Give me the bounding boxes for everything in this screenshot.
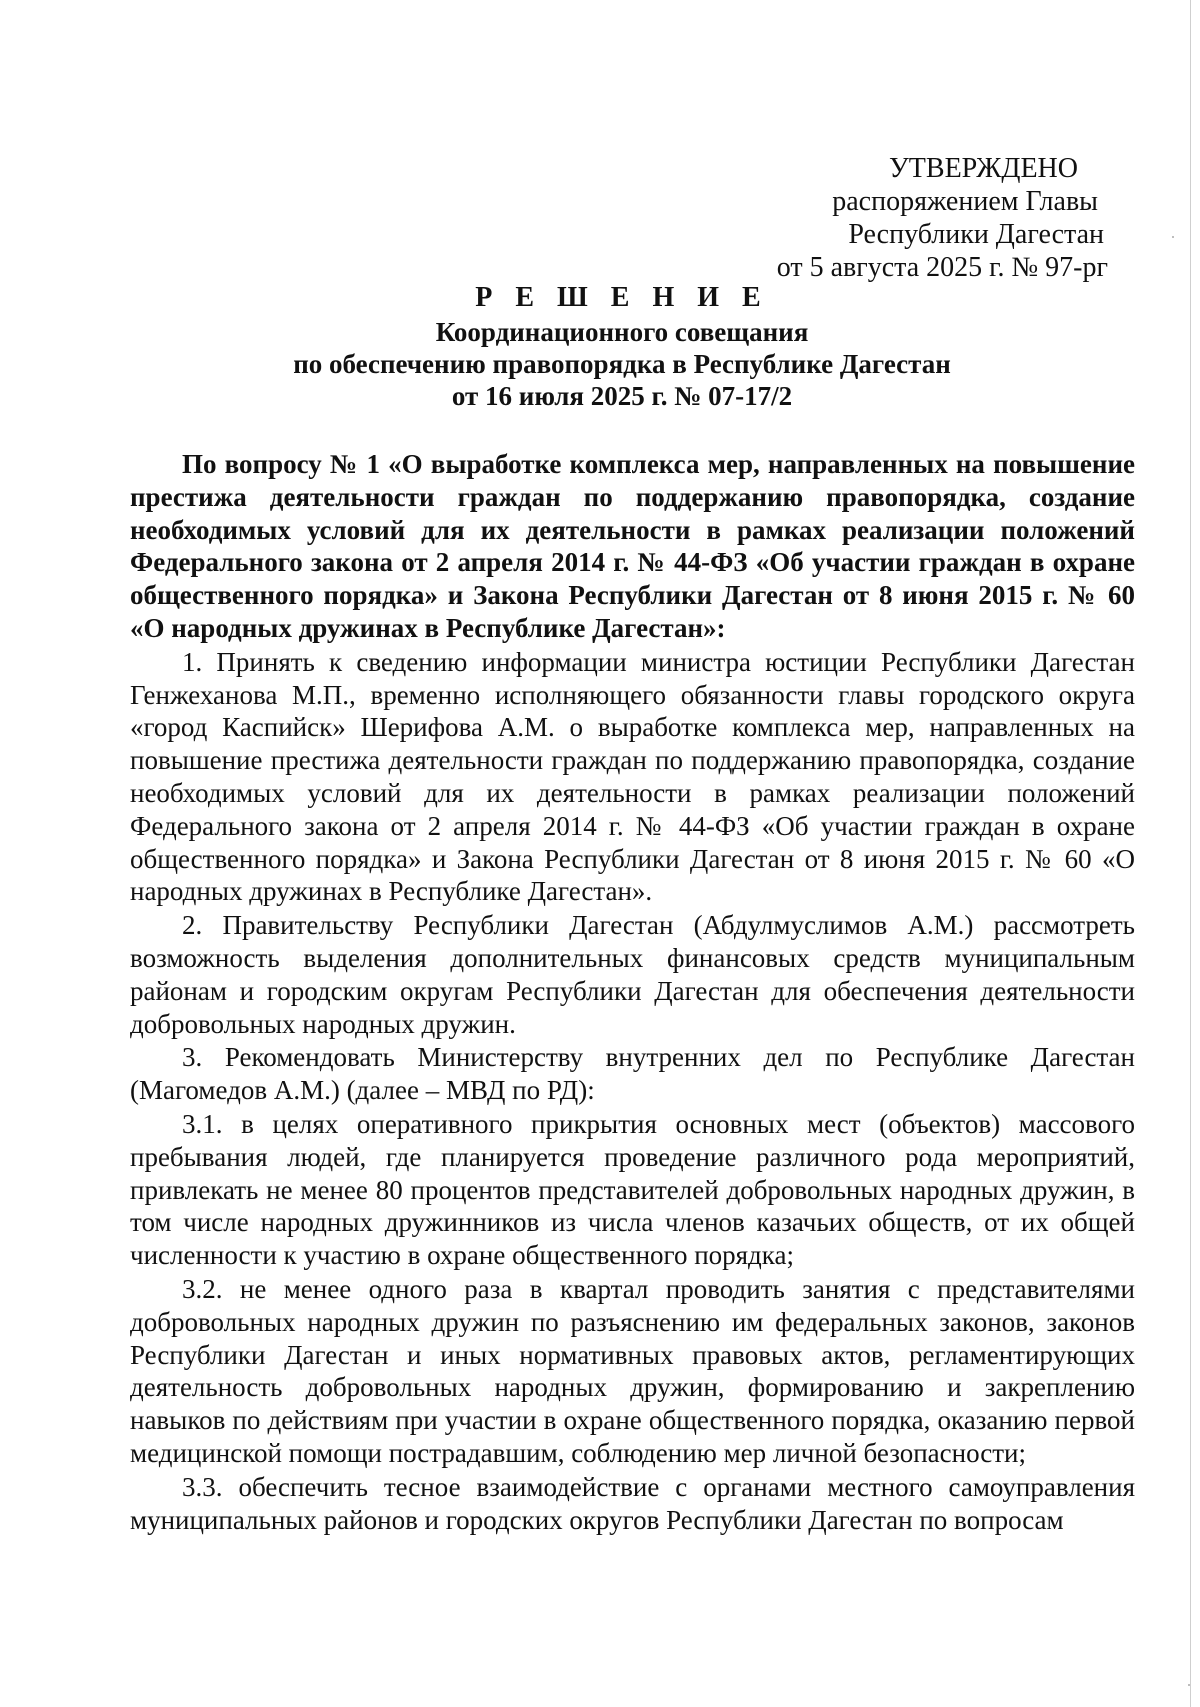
paragraph-item-2: 2. Правительству Республики Дагестан (Абдулмуслимов А.М.) рассмотреть возможность выделения дополнительных финансовых средств муниципальным районам и городским округам Республики Дагестан для обеспечения деятельности добровольных народных дружин. [130, 910, 1135, 1039]
approval-line-1: распоряжением Главы [832, 186, 1098, 217]
document-type: Р Е Ш Е Н И Е [475, 282, 769, 313]
scan-speck [1172, 236, 1174, 238]
scan-speck [1188, 1684, 1190, 1686]
approval-stamp [748, 152, 1108, 284]
approval-line-3: от 5 августа 2025 г. № 97-рг [776, 252, 1108, 283]
document-header [132, 282, 1112, 412]
paragraph-item-3-3: 3.3. обеспечить тесное взаимодействие с органами местного самоуправления муниципальных районов и городских округов Республики Дагестан по вопросам [130, 1471, 1135, 1535]
header-line-1: Координационного совещания [435, 317, 809, 347]
paragraph-item-1: 1. Принять к сведению информации министра юстиции Республики Дагестан Генжеханова М.П., временно исполняющего обязанности главы городского округа «город Каспийск» Шерифова А.М. о выработке комплекса мер, направленных на повышение престижа деятельности граждан по поддержанию правопорядка, создание необходимых условий для их деятельности в рамках реализации положений Федерального закона от 2 апреля 2014 г. № 44-ФЗ «Об участии граждан в охране общественного порядка» и Закона Республики Дагестан от 8 июня 2015 г. № 60 «О народных дружинах в Республике Дагестан». [130, 646, 1135, 907]
paragraph-item-3-2: 3.2. не менее одного раза в квартал проводить занятия с представителями добровольных народных дружин по разъяснению им федеральных законов, законов Республики Дагестан и иных нормативных правовых актов, регламентирующих деятельность добровольных народных дружин, формированию и закреплению навыков по действиям при участии в охране общественного порядка, оказанию первой медицинской помощи пострадавшим, соблюдению мер личной безопасности; [130, 1273, 1135, 1468]
header-line-3: от 16 июля 2025 г. № 07-17/2 [451, 381, 793, 411]
approval-line-2: Республики Дагестан [848, 219, 1104, 250]
paragraph-item-3-1: 3.1. в целях оперативного прикрытия основных мест (объектов) массового пребывания людей, где планируется проведение различного рода мероприятий, привлекать не менее 80 процентов представителей добровольных народных дружин, в том числе народных дружинников из числа членов казачьих обществ, от их общей численности к участию в охране общественного порядка; [130, 1108, 1135, 1271]
paragraph-item-3: 3. Рекомендовать Министерству внутренних дел по Республике Дагестан (Магомедов А.М.) (далее – МВД по РД): [130, 1042, 1135, 1106]
scan-edge-mark [1190, 0, 1191, 1707]
approval-title: УТВЕРЖДЕНО [888, 153, 1078, 184]
question-heading: По вопросу № 1 «О выработке комплекса мер, направленных на повышение престижа деятельности граждан по поддержанию правопорядка, создание необходимых условий для их деятельности в рамках реализации положений Федерального закона от 2 апреля 2014 г. № 44-ФЗ «Об участии граждан в охране общественного порядка» и Закона Республики Дагестан от 8 июня 2015 г. № 60 «О народных дружинах в Республике Дагестан»: [130, 449, 1135, 643]
document-body [130, 448, 1135, 1536]
header-line-2: по обеспечению правопорядка в Республике Дагестан [293, 349, 951, 379]
